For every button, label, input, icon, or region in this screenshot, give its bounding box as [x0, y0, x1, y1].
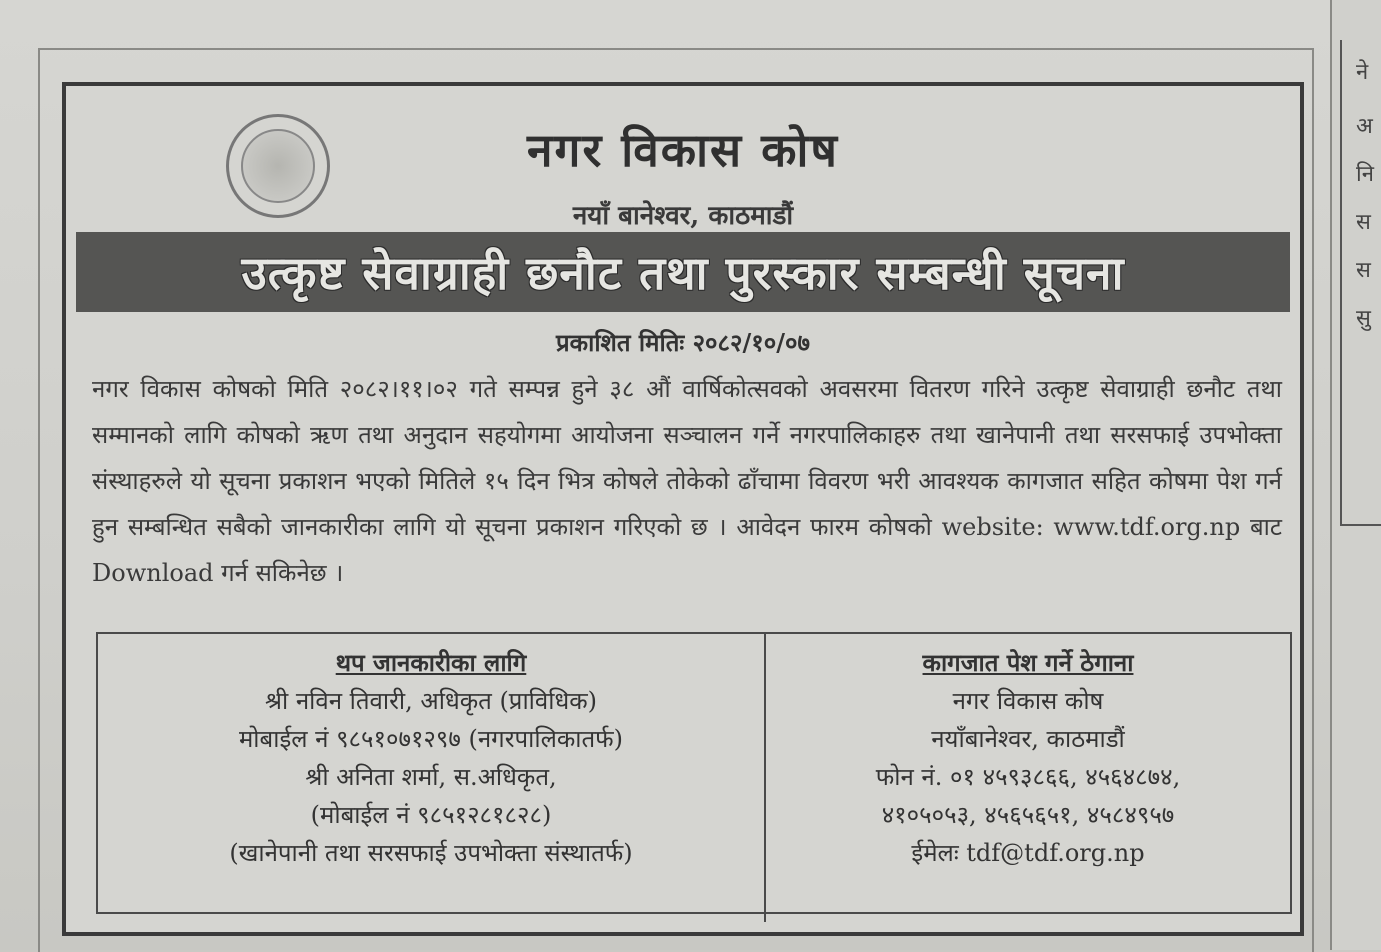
contact-line: (मोबाईल नं ९८५१२८१८२८): [310, 801, 552, 829]
adjacent-text: स: [1356, 210, 1371, 235]
adjacent-text: अ: [1356, 114, 1373, 139]
notice-box: [62, 82, 1304, 936]
organization-address: नयाँ बानेश्वर, काठमाडौं: [572, 201, 794, 231]
submission-address-column: [766, 634, 1290, 922]
contact-line: मोबाईल नं ९८५१०७१२९७ (नगरपालिकातर्फ): [238, 725, 624, 753]
organization-name: नगर विकास कोष: [527, 123, 839, 177]
more-info-heading: थप जानकारीका लागि: [335, 648, 527, 677]
notice-body: नगर विकास कोषको मिति २०८२।११।०२ गते सम्पन्न हुने ३८ औं वार्षिकोत्सवको अवसरमा वितरण गरिने उत्कृष्ट सेवाग्राही छनौट तथा सम्मानको लागि कोषको ऋण तथा अनुदान सहयोगमा आयोजना सञ्चालन गर्ने नगरपालिकाहरु तथा खानेपानी तथा सरसफाई उपभोक्ता संस्थाहरुले यो सूचना प्रकाशन भएको मितिले १५ दिन भित्र कोषले तोकेको ढाँचामा विवरण भरी आवश्यक कागजात सहित कोषमा पेश गर्न हुन सम्बन्धित सबैको जानकारीका लागि यो सूचना प्रकाशन गरिएको छ । आवेदन फारम कोषको website: www.tdf.org.np बाट Download गर्न सकिनेछ ।: [92, 375, 1282, 587]
more-info-column: [98, 634, 766, 922]
email-line: ईमेलः tdf@tdf.org.np: [911, 839, 1145, 867]
contact-table: [96, 632, 1292, 914]
contact-line: श्री नविन तिवारी, अधिकृत (प्राविधिक): [264, 687, 598, 715]
address-line: नगर विकास कोष: [952, 687, 1104, 715]
contact-line: श्री अनिता शर्मा, स.अधिकृत,: [305, 763, 557, 791]
publication-date: प्रकाशित मितिः २०८२/१०/०७: [556, 328, 810, 357]
adjacent-text: ने: [1356, 60, 1369, 85]
address-line: ४१०५०५३, ४५६५६५१, ४५८४९५७: [881, 801, 1175, 829]
address-line: नयाँबानेश्वर, काठमाडौं: [931, 725, 1125, 753]
contact-line: (खानेपानी तथा सरसफाई उपभोक्ता संस्थातर्फ): [229, 839, 633, 867]
adjacent-text: सु: [1356, 306, 1371, 331]
notice-title-banner: [76, 232, 1290, 312]
notice-title: उत्कृष्ट सेवाग्राही छनौट तथा पुरस्कार सम्बन्धी सूचना: [241, 246, 1125, 300]
adjacent-text: स: [1356, 258, 1371, 283]
adjacent-text: नि: [1356, 162, 1374, 187]
address-line: फोन नं. ०१ ४५९३८६६, ४५६४८७४,: [875, 763, 1181, 791]
submission-address-heading: कागजात पेश गर्ने ठेगाना: [922, 648, 1134, 677]
